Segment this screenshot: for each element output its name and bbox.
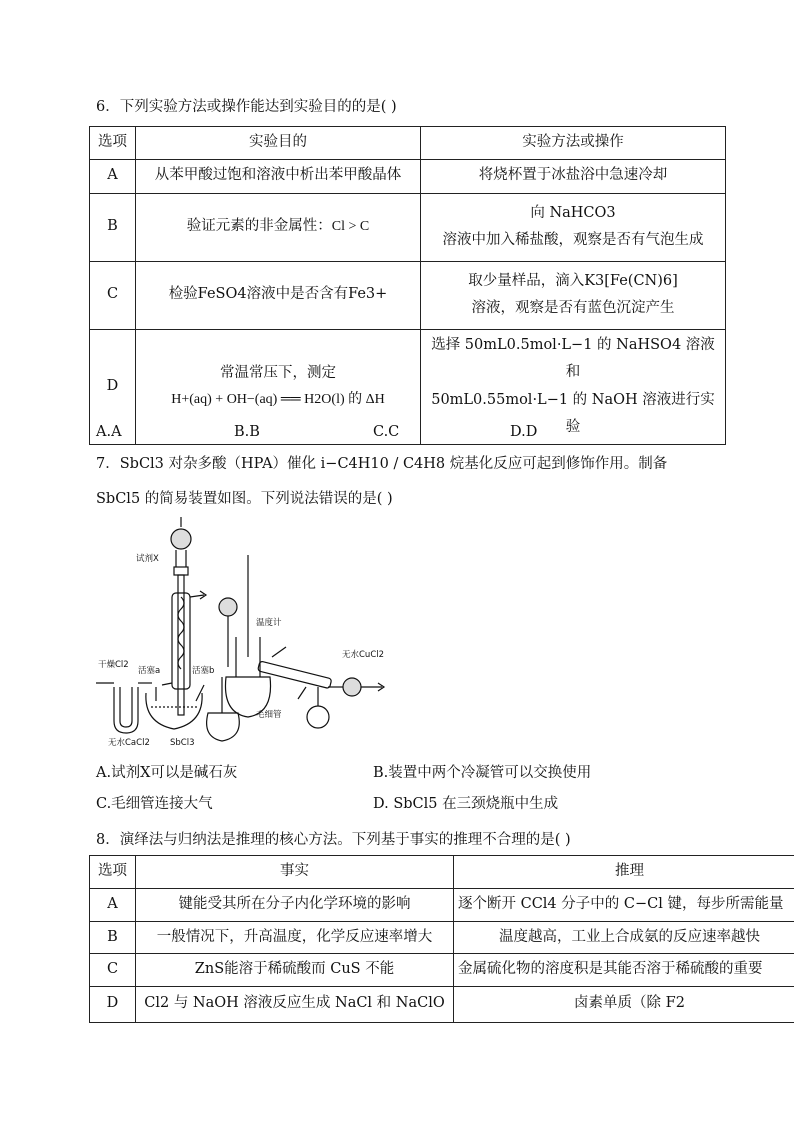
table-row [90, 986, 794, 1022]
table-row [90, 888, 794, 921]
question-8-table [89, 855, 794, 1023]
header-aim: 实验目的 [136, 127, 421, 160]
row-reasoning: 逐个断开 CCl4 分子中的 C−Cl 键，每步所需能量 [454, 888, 794, 921]
row-method: 取少量样品，滴入K3[Fe(CN)6] 溶液，观察是否有蓝色沉淀产生 [421, 261, 726, 329]
question-6-table [89, 126, 726, 445]
q7-option-a[interactable]: A.试剂X可以是碱石灰 [96, 765, 238, 781]
drying-tube [343, 678, 361, 696]
table-row [90, 329, 726, 444]
row-option: B [90, 193, 136, 261]
header-option: 选项 [90, 127, 136, 160]
question-6-stem: 6．下列实验方法或操作能达到实验目的的是( ) [96, 99, 397, 115]
question-7-stem-line1: 7．SbCl3 对杂多酸（HPA）催化 i−C4H10 / C4H8 烷基化反应可起到修饰作用。制备 [96, 456, 668, 472]
row-aim: 检验FeSO4溶液中是否含有Fe3+ [136, 261, 421, 329]
header-method: 实验方法或操作 [421, 127, 726, 160]
table-row [90, 193, 726, 261]
three-neck-flask [146, 693, 202, 729]
apparatus-figure [96, 517, 396, 749]
question-8-stem: 8．演绎法与归纳法是推理的核心方法。下列基于事实的推理不合理的是( ) [96, 832, 571, 848]
straight-condenser [258, 661, 332, 689]
table-row [90, 159, 726, 193]
u-tube [114, 687, 138, 733]
table-row [90, 954, 794, 987]
row-fact: Cl2 与 NaOH 溶液反应生成 NaCl 和 NaClO [136, 986, 454, 1022]
row-method: 将烧杯置于冰盐浴中急速冷却 [421, 159, 726, 193]
row-option: D [90, 329, 136, 444]
question-7-stem-line2: SbCl5 的简易装置如图。下列说法错误的是( ) [96, 491, 393, 507]
row-fact: 键能受其所在分子内化学环境的影响 [136, 888, 454, 921]
header-reasoning: 推理 [454, 856, 794, 889]
label-stopcock-a: 活塞a [138, 666, 161, 676]
table-row [90, 921, 794, 954]
row-option: C [90, 954, 136, 987]
q7-option-c[interactable]: C.毛细管连接大气 [96, 796, 213, 812]
row-reasoning: 金属硫化物的溶度积是其能否溶于稀硫酸的重要 [454, 954, 794, 987]
label-anhydrous-cacl2: 无水CaCl2 [108, 738, 150, 748]
q6-option-d[interactable]: D.D [510, 424, 538, 440]
q7-option-d[interactable]: D. SbCl5 在三颈烧瓶中生成 [373, 796, 559, 812]
q6-option-c[interactable]: C.C [373, 424, 400, 440]
q6-option-b[interactable]: B.B [234, 424, 260, 440]
row-option: A [90, 888, 136, 921]
row-reasoning: 卤素单质（除 F2 [454, 986, 794, 1022]
row-method: 向 NaHCO3 溶液中加入稀盐酸，观察是否有气泡生成 [421, 193, 726, 261]
funnel-bulb [171, 529, 191, 549]
row-option: C [90, 261, 136, 329]
row-fact: ZnS能溶于稀硫酸而 CuS 不能 [136, 954, 454, 987]
row-aim: 从苯甲酸过饱和溶液中析出苯甲酸晶体 [136, 159, 421, 193]
label-reagent-x: 试剂X [136, 554, 159, 564]
row-option: B [90, 921, 136, 954]
label-dry-cl2: 干燥Cl2 [98, 660, 129, 670]
row-fact: 一般情况下，升高温度，化学反应速率增大 [136, 921, 454, 954]
reflux-condenser [172, 593, 190, 689]
label-capillary: 毛细管 [256, 710, 282, 720]
row-aim: 常温常压下，测定 H+(aq) + OH−(aq) ══ H2O(l) 的 ΔH [136, 329, 421, 444]
label-stopcock-b: 活塞b [192, 666, 215, 676]
table-row [90, 261, 726, 329]
q6-option-a[interactable]: A.A [96, 424, 122, 440]
table-header-row [90, 127, 726, 160]
row-option: D [90, 986, 136, 1022]
row-option: A [90, 159, 136, 193]
q7-option-b[interactable]: B.装置中两个冷凝管可以交换使用 [373, 765, 592, 781]
label-anhydrous-cucl2: 无水CuCl2 [342, 650, 385, 660]
label-thermometer: 温度计 [256, 618, 282, 628]
table-header-row [90, 856, 794, 889]
row-reasoning: 温度越高，工业上合成氨的反应速率越快 [454, 921, 794, 954]
header-fact: 事实 [136, 856, 454, 889]
row-aim: 验证元素的非金属性：Cl > C [136, 193, 421, 261]
label-sbcl3: SbCl3 [170, 738, 195, 748]
header-option: 选项 [90, 856, 136, 889]
row-method: 选择 50mL0.5mol·L−1 的 NaHSO4 溶液和 50mL0.55mol·L−1 的 NaOH 溶液进行实验 [421, 329, 726, 444]
